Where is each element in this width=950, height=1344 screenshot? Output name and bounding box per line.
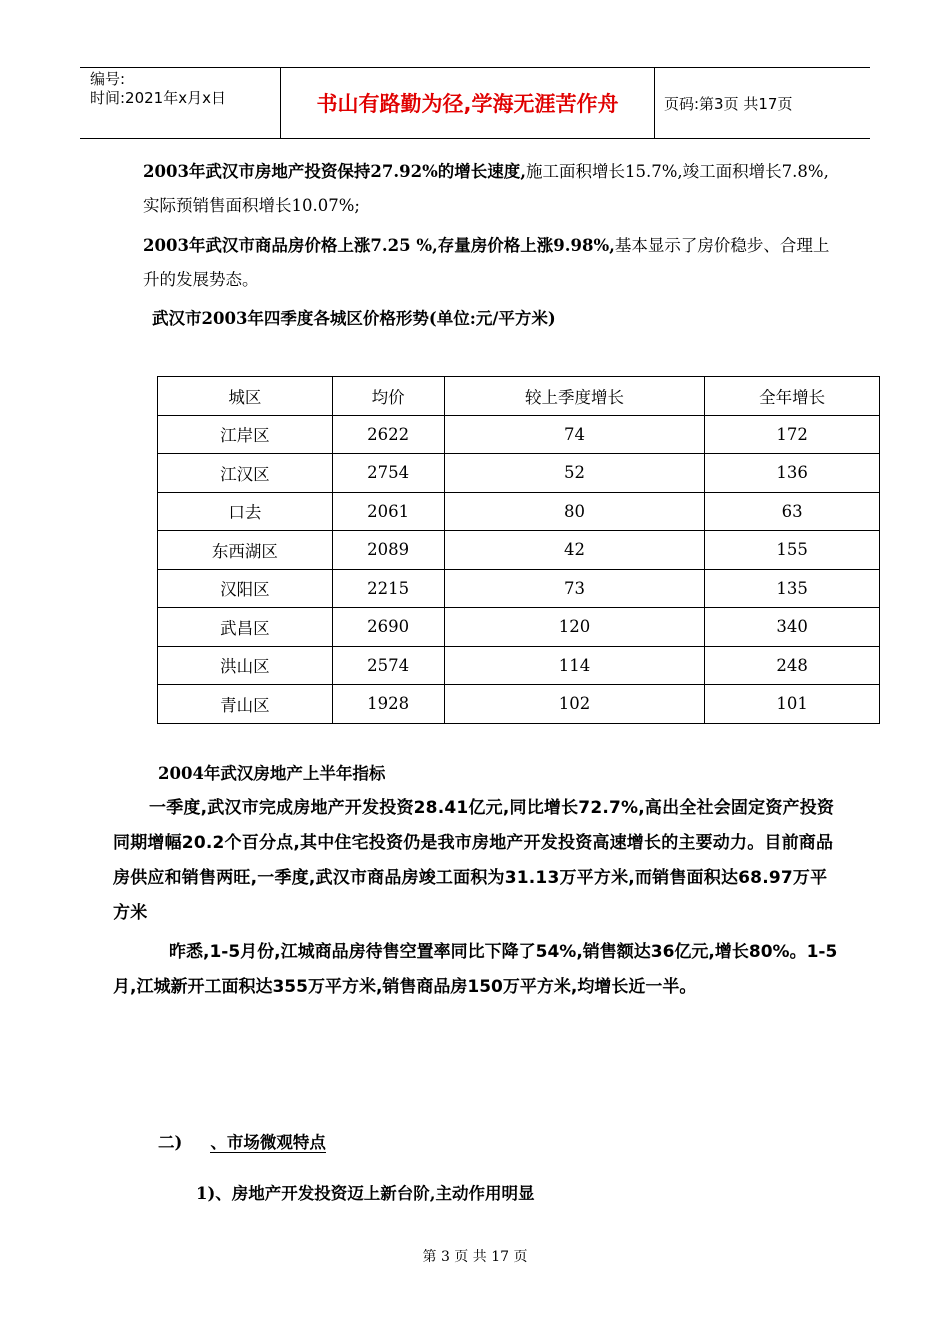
intro-p1-rest: 施工面积增长15.7%,竣工面积增长7.8%,实际预销售面积增长10.07%; bbox=[143, 162, 829, 215]
table-cell: 136 bbox=[705, 454, 880, 493]
table-title: 武汉市2003年四季度各城区价格形势(单位:元/平方米) bbox=[152, 309, 556, 328]
intro-p2-bold: 2003年武汉市商品房价格上涨7.25 %,存量房价格上涨9.98%, bbox=[143, 236, 615, 255]
price-table bbox=[157, 376, 880, 724]
table-header-row bbox=[158, 377, 880, 416]
section-micro-number: 二) bbox=[158, 1133, 183, 1152]
table-cell: 73 bbox=[444, 569, 705, 608]
table-header-cell: 均价 bbox=[332, 377, 444, 416]
header-motto: 书山有路勤为径,学海无涯苦作舟 bbox=[281, 68, 655, 138]
table-cell: 101 bbox=[705, 685, 880, 724]
table-cell: 青山区 bbox=[158, 685, 333, 724]
header-left-cell bbox=[80, 68, 281, 138]
section-2004-paragraph-1: 一季度,武汉市完成房地产开发投资28.41亿元,同比增长72.7%,高出全社会固定资产投资同期增幅20.2个百分点,其中住宅投资仍是我市房地产开发投资高速增长的主要动力。目前商品房供应和销售两旺,一季度,武汉市商品房竣工面积为31.13万平方米,而销售面积达68.97万平方米 bbox=[113, 798, 835, 923]
time-label: 时间:2021年x月x日 bbox=[90, 89, 226, 107]
table-row bbox=[158, 569, 880, 608]
section-micro-item-1: 1)、房地产开发投资迈上新台阶,主动作用明显 bbox=[196, 1184, 535, 1203]
table-cell: 口去 bbox=[158, 492, 333, 531]
table-cell: 洪山区 bbox=[158, 646, 333, 685]
table-cell: 52 bbox=[444, 454, 705, 493]
table-cell: 2574 bbox=[332, 646, 444, 685]
table-cell: 155 bbox=[705, 531, 880, 570]
table-cell: 2622 bbox=[332, 415, 444, 454]
table-cell: 武昌区 bbox=[158, 608, 333, 647]
table-cell: 汉阳区 bbox=[158, 569, 333, 608]
table-header-cell: 城区 bbox=[158, 377, 333, 416]
section-2004-title: 2004年武汉房地产上半年指标 bbox=[158, 764, 386, 783]
table-cell: 74 bbox=[444, 415, 705, 454]
table-cell: 340 bbox=[705, 608, 880, 647]
table-row bbox=[158, 454, 880, 493]
table-cell: 172 bbox=[705, 415, 880, 454]
table-cell: 42 bbox=[444, 531, 705, 570]
table-cell: 1928 bbox=[332, 685, 444, 724]
table-cell: 63 bbox=[705, 492, 880, 531]
table-cell: 江汉区 bbox=[158, 454, 333, 493]
table-cell: 2215 bbox=[332, 569, 444, 608]
table-cell: 80 bbox=[444, 492, 705, 531]
section-2004-paragraph-2: 昨悉,1-5月份,江城商品房待售空置率同比下降了54%,销售额达36亿元,增长80%。1-5月,江城新开工面积达355万平方米,销售商品房150万平方米,均增长近一半。 bbox=[113, 942, 838, 997]
intro-p2-rest: 基本显示了房价稳步、合理上升的发展势态。 bbox=[143, 236, 830, 289]
table-row bbox=[158, 492, 880, 531]
table-cell: 江岸区 bbox=[158, 415, 333, 454]
table-row bbox=[158, 646, 880, 685]
intro-p1-bold: 2003年武汉市房地产投资保持27.92%的增长速度, bbox=[143, 162, 527, 181]
table-cell: 248 bbox=[705, 646, 880, 685]
table-header-cell: 全年增长 bbox=[705, 377, 880, 416]
page-footer: 第 3 页 共 17 页 bbox=[422, 1249, 528, 1265]
table-cell: 120 bbox=[444, 608, 705, 647]
table-cell: 2061 bbox=[332, 492, 444, 531]
table-row bbox=[158, 685, 880, 724]
page-header bbox=[80, 67, 870, 139]
table-cell: 东西湖区 bbox=[158, 531, 333, 570]
table-cell: 102 bbox=[444, 685, 705, 724]
section-micro-heading bbox=[158, 1126, 658, 1160]
table-cell: 114 bbox=[444, 646, 705, 685]
table-cell: 2690 bbox=[332, 608, 444, 647]
table-header-cell: 较上季度增长 bbox=[444, 377, 705, 416]
table-cell: 2089 bbox=[332, 531, 444, 570]
table-row bbox=[158, 531, 880, 570]
table-cell: 2754 bbox=[332, 454, 444, 493]
table-row bbox=[158, 608, 880, 647]
header-page-info: 页码:第3页 共17页 bbox=[664, 94, 793, 113]
intro-paragraph-2 bbox=[143, 229, 843, 297]
code-label: 编号: bbox=[90, 70, 126, 88]
table-cell: 135 bbox=[705, 569, 880, 608]
intro-paragraph-1 bbox=[143, 155, 843, 223]
table-row bbox=[158, 415, 880, 454]
section-micro-title: 、市场微观特点 bbox=[210, 1133, 326, 1152]
